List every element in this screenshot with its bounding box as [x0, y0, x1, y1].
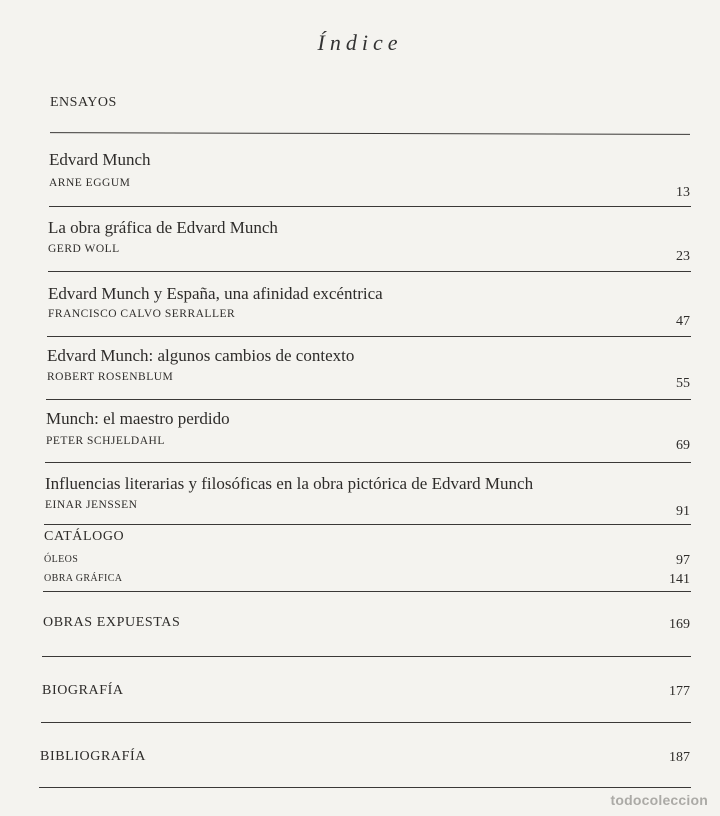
obras-expuestas-page: 169 — [669, 617, 690, 632]
entry-author: FRANCISCO CALVO SERRALLER — [48, 308, 236, 320]
biografia-label: BIOGRAFÍA — [42, 683, 124, 698]
divider — [39, 787, 691, 788]
entry-title: Influencias literarias y filosóficas en la obra pictórica de Edvard Munch — [45, 474, 534, 493]
entry-author: EINAR JENSSEN — [45, 499, 138, 511]
entry-page-number: 23 — [676, 249, 690, 264]
divider — [50, 132, 690, 135]
catalogo-item-page: 97 — [676, 553, 690, 568]
entry-page-number: 55 — [676, 376, 690, 391]
bibliografia-label: BIBLIOGRAFÍA — [40, 749, 146, 764]
biografia-page: 177 — [669, 684, 690, 699]
divider — [49, 206, 691, 207]
divider — [45, 462, 691, 463]
entry-title: Edvard Munch: algunos cambios de contexto — [47, 346, 355, 365]
divider — [44, 524, 691, 525]
entry-title: Edvard Munch y España, una afinidad excéntrica — [48, 284, 383, 303]
divider — [47, 336, 691, 337]
catalogo-item-page: 141 — [669, 572, 690, 587]
entry-title: Edvard Munch — [49, 150, 151, 169]
entry-page-number: 69 — [676, 438, 690, 453]
catalogo-item-label: OBRA GRÁFICA — [44, 573, 123, 584]
divider — [41, 722, 691, 723]
divider — [46, 399, 691, 400]
catalogo-label: CATÁLOGO — [44, 529, 125, 544]
entry-author: ROBERT ROSENBLUM — [47, 371, 174, 383]
entry-author: ARNE EGGUM — [49, 177, 131, 189]
obras-expuestas-label: OBRAS EXPUESTAS — [43, 615, 181, 630]
catalogo-item-label: ÓLEOS — [44, 554, 79, 565]
entry-title: Munch: el maestro perdido — [46, 409, 230, 428]
divider — [42, 656, 691, 657]
watermark-logo: todocoleccion — [610, 792, 708, 808]
bibliografia-page: 187 — [669, 750, 690, 765]
entry-page-number: 47 — [676, 314, 690, 329]
entry-title: La obra gráfica de Edvard Munch — [48, 218, 278, 237]
entry-author: GERD WOLL — [48, 243, 120, 255]
page-title: Índice — [317, 30, 403, 55]
ensayos-label: ENSAYOS — [50, 95, 117, 110]
entry-author: PETER SCHJELDAHL — [46, 435, 165, 447]
entry-page-number: 13 — [676, 185, 690, 200]
divider — [43, 591, 691, 592]
entry-page-number: 91 — [676, 504, 690, 519]
divider — [48, 271, 691, 272]
